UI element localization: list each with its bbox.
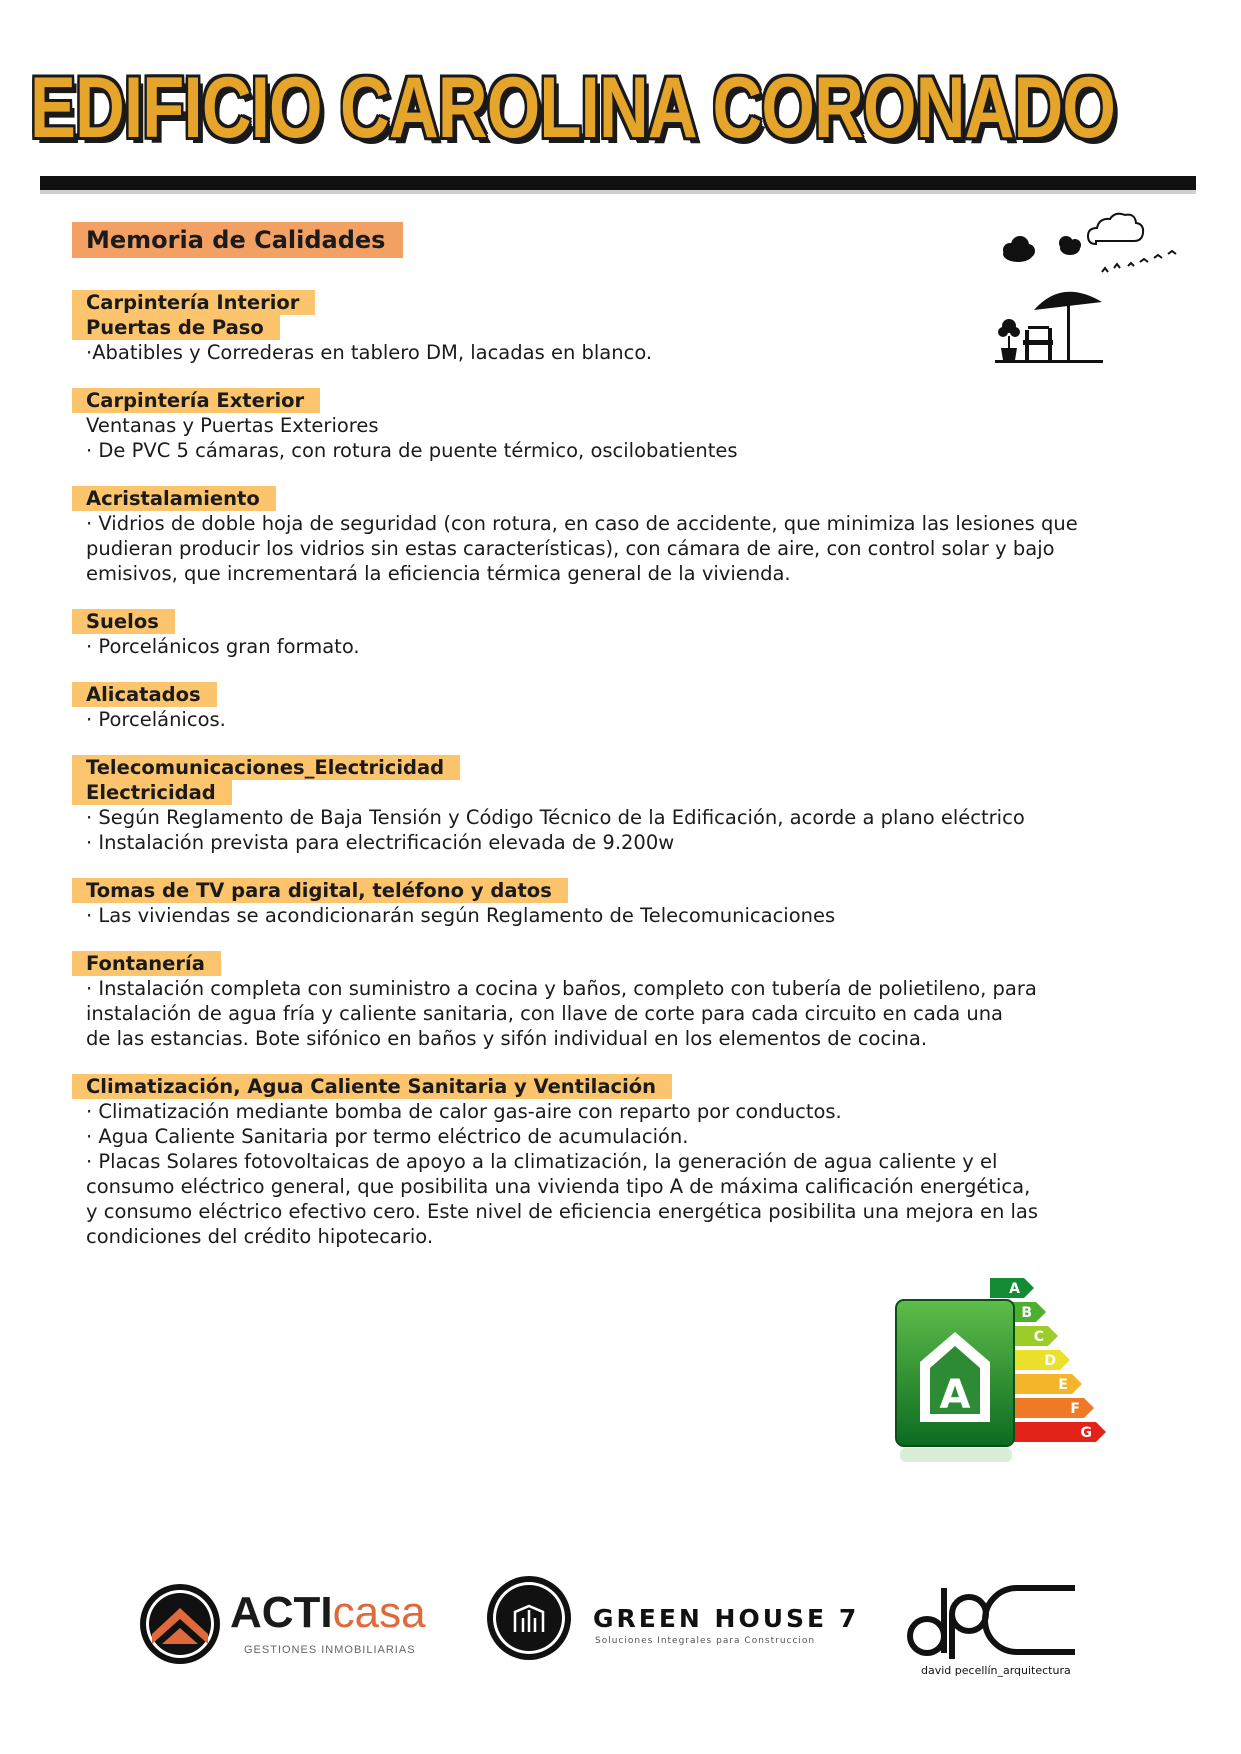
energy-class-label-d: D [1044,1353,1056,1369]
energy-class-label-c: C [1033,1329,1044,1345]
section-suelos [72,609,1152,659]
main-heading: Memoria de Calidades [72,222,403,258]
greenhouse7-tagline: Soluciones Integrales para Construccion [595,1636,816,1646]
energy-rating-letter: A [939,1372,971,1418]
section-line: · Placas Solares fotovoltaicas de apoyo a la climatización, la generación de agua caliente y el consumo eléctrico general, que posibilita una vivienda tipo A de máxima calificación energética, y consumo eléctrico efectivo cero. Este nivel de eficiencia energética posibilita una mejora en las condiciones del crédito hipotecario. [86,1150,1039,1248]
section-plain-subheading: Ventanas y Puertas Exteriores [86,414,379,437]
section-heading: Acristalamiento [72,486,276,511]
footer-logos [0,1560,1241,1690]
section-carpinteria-interior [72,290,1152,365]
section-subheading: Puertas de Paso [72,315,280,340]
energy-class-label-a: A [1009,1281,1020,1297]
section-tomas-tv [72,878,1152,928]
dpc-logo [905,1574,1105,1684]
acticasa-tagline: GESTIONES INMOBILIARIAS [244,1644,416,1656]
section-line: · Porcelánicos gran formato. [86,635,360,658]
section-climatizacion [72,1074,1152,1249]
content-area [72,222,1152,1272]
section-alicatados [72,682,1152,732]
section-line: · Las viviendas se acondicionarán según Reglamento de Telecomunicaciones [86,904,836,927]
section-line: ·Abatibles y Correderas en tablero DM, lacadas en blanco. [86,341,653,364]
section-heading: Tomas de TV para digital, teléfono y datos [72,878,568,903]
section-heading: Climatización, Agua Caliente Sanitaria y Ventilación [72,1074,672,1099]
energy-class-label-e: E [1058,1377,1068,1393]
section-heading: Suelos [72,609,175,634]
section-line: · Climatización mediante bomba de calor gas-aire con reparto por conductos. [86,1100,842,1123]
section-heading: Alicatados [72,682,217,707]
greenhouse7-name: GREEN HOUSE 7 [593,1604,860,1633]
section-line: · Instalación prevista para electrificación elevada de 9.200w [86,831,675,854]
greenhouse7-logo [485,1574,860,1674]
document-title: EDIFICIO CAROLINA CORONADO [30,60,1116,156]
section-line: · Agua Caliente Sanitaria por termo eléctrico de acumulación. [86,1125,689,1148]
section-line: · De PVC 5 cámaras, con rotura de puente térmico, oscilobatientes [86,439,738,462]
section-heading: Carpintería Interior [72,290,315,315]
section-subheading: Electricidad [72,780,232,805]
building-logo-icon [485,1574,573,1662]
section-carpinteria-exterior [72,388,1152,463]
energy-class-label-g: G [1080,1425,1092,1441]
section-heading: Telecomunicaciones_Electricidad [72,755,460,780]
section-heading: Fontanería [72,951,221,976]
section-line: · Vidrios de doble hoja de seguridad (con rotura, en caso de accidente, que minimiza las lesiones que pudieran producir los vidrios sin estas características), con cámara de aire, con control solar y bajo emisivos, que incrementará la eficiencia térmica general de la vivienda. [86,512,1078,585]
section-heading: Carpintería Exterior [72,388,320,413]
energy-class-label-f: F [1070,1401,1080,1417]
section-acristalamiento [72,486,1152,586]
acticasa-name: ACTIcasa [230,1588,426,1637]
dpc-tagline: david pecellín_arquitectura [921,1664,1071,1677]
section-telecomunicaciones [72,755,1152,855]
energy-efficiency-house-icon [890,1270,1130,1470]
dpc-monogram-icon [905,1574,1085,1664]
acticasa-logo [138,1578,468,1678]
house-roof-logo-icon [138,1582,222,1666]
energy-class-label-b: B [1021,1305,1032,1321]
section-line: · Según Reglamento de Baja Tensión y Código Técnico de la Edificación, acorde a plano eléctrico [86,806,1025,829]
section-line: · Porcelánicos. [86,708,226,731]
title-underline [40,176,1196,190]
section-fontaneria [72,951,1152,1051]
section-line: · Instalación completa con suministro a cocina y baños, completo con tubería de polietileno, para instalación de agua fría y caliente sanitaria, con llave de corte para cada circuito en cada una de las estancias. Bote sifónico en baños y sifón individual en los elementos de cocina. [86,977,1037,1050]
